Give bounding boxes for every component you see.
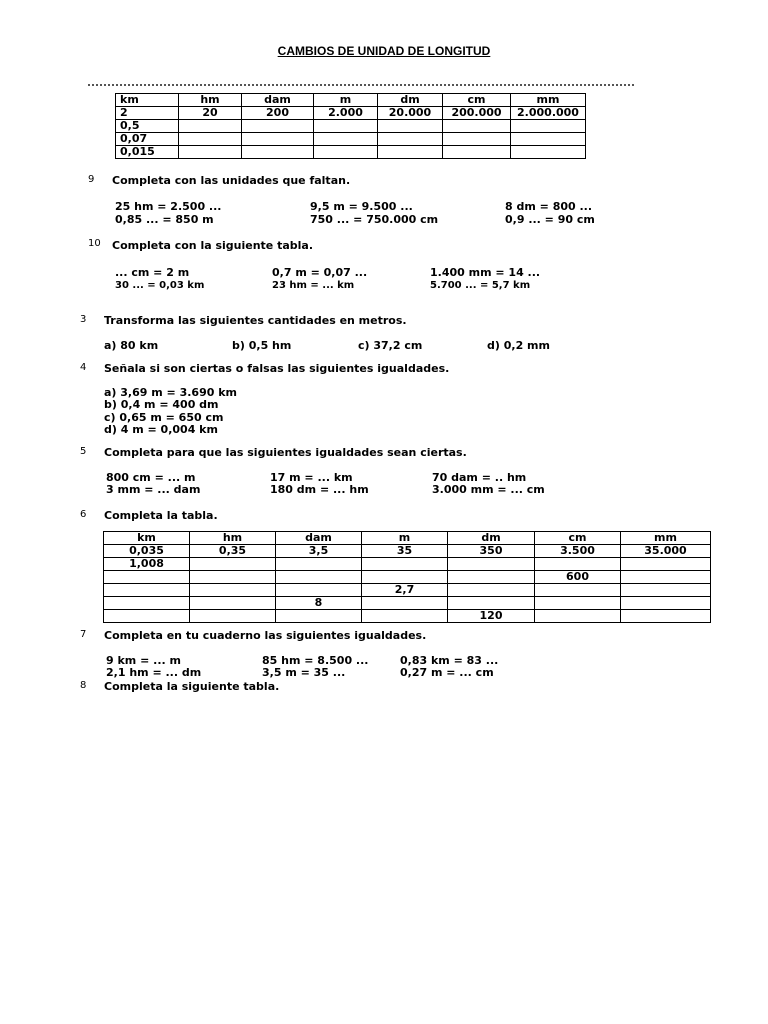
table-cell [190,610,276,623]
table-header-cell: km [104,532,190,545]
question-5-number: 5 [80,446,87,457]
question-7-instruction: Completa en tu cuaderno las siguientes igualdades. [104,629,427,642]
question-3-instruction: Transforma las siguientes cantidades en metros. [104,314,407,327]
table-header-cell: cm [535,532,621,545]
table-cell: 200 [242,107,314,120]
question-9-number: 9 [88,174,95,185]
table-header-cell: hm [179,94,242,107]
q7-item: 2,1 hm = ... dm [106,666,202,679]
q9-item: 0,85 ... = 850 m [115,213,214,226]
question-7-number: 7 [80,629,87,640]
table-cell [242,120,314,133]
table-cell [242,146,314,159]
table-header-cell: dam [276,532,362,545]
q9-item: 0,9 ... = 90 cm [505,213,595,226]
table-cell: 0,015 [116,146,179,159]
table-cell [362,597,448,610]
table-header-cell: m [362,532,448,545]
q10-item: 23 hm = ... km [272,280,355,291]
table-row [104,545,711,558]
question-6-number: 6 [80,509,87,520]
table-cell: 35 [362,545,448,558]
table-cell: 20 [179,107,242,120]
table-cell [104,584,190,597]
q3-item: c) 37,2 cm [358,339,423,352]
table-header-row [116,94,586,107]
table-row [104,597,711,610]
table-header-cell: dm [448,532,535,545]
q10-item: 0,7 m = 0,07 ... [272,266,368,279]
question-10-number: 10 [88,238,101,249]
table-cell: 0,07 [116,133,179,146]
table-cell: 2.000.000 [511,107,586,120]
q7-item: 9 km = ... m [106,654,181,667]
table-cell [314,120,378,133]
table-cell [362,558,448,571]
table-cell [104,610,190,623]
table-cell: 600 [535,571,621,584]
table-cell [621,597,711,610]
q3-item: b) 0,5 hm [232,339,292,352]
table-row [104,610,711,623]
table-cell: 2,7 [362,584,448,597]
table-cell [190,571,276,584]
table-cell [104,597,190,610]
table-cell: 20.000 [378,107,443,120]
table-cell: 35.000 [621,545,711,558]
conversion-table-1 [115,93,586,159]
table-cell [535,610,621,623]
table-header-cell: dam [242,94,314,107]
q7-item: 85 hm = 8.500 ... [262,654,369,667]
q10-item: ... cm = 2 m [115,266,190,279]
table-cell [448,597,535,610]
question-8-number: 8 [80,680,87,691]
table-cell [378,120,443,133]
table-cell [511,146,586,159]
table-cell: 2.000 [314,107,378,120]
question-8-instruction: Completa la siguiente tabla. [104,680,280,693]
table-cell [535,584,621,597]
table-cell: 3,5 [276,545,362,558]
q4-item: b) 0,4 m = 400 dm [104,398,219,411]
table-cell [621,558,711,571]
table-cell [621,571,711,584]
table-cell [179,133,242,146]
dotted-separator [88,84,634,86]
table-cell [276,571,362,584]
table-cell [443,133,511,146]
table-cell [190,558,276,571]
table-header-cell: mm [511,94,586,107]
q5-item: 180 dm = ... hm [270,483,369,496]
q9-item: 8 dm = 800 ... [505,200,593,213]
table-cell [535,597,621,610]
q9-item: 25 hm = 2.500 ... [115,200,222,213]
table-cell [443,146,511,159]
question-4-number: 4 [80,362,87,373]
table-cell [511,133,586,146]
q7-item: 0,27 m = ... cm [400,666,494,679]
table-cell: 350 [448,545,535,558]
table-cell: 120 [448,610,535,623]
table-cell [276,558,362,571]
table-cell [448,558,535,571]
table-cell [511,120,586,133]
table-cell: 3.500 [535,545,621,558]
q5-item: 3 mm = ... dam [106,483,201,496]
table-cell [535,558,621,571]
table-row [104,584,711,597]
table-cell [362,571,448,584]
table-cell [314,146,378,159]
question-9-instruction: Completa con las unidades que faltan. [112,174,351,187]
question-4-instruction: Señala si son ciertas o falsas las siguientes igualdades. [104,362,450,375]
table-cell [443,120,511,133]
table-cell [448,571,535,584]
question-3-number: 3 [80,314,87,325]
table-cell: 200.000 [443,107,511,120]
table-cell [362,610,448,623]
table-cell [242,133,314,146]
q10-item: 30 ... = 0,03 km [115,280,205,291]
q10-item: 1.400 mm = 14 ... [430,266,541,279]
q5-item: 800 cm = ... m [106,471,196,484]
table-row [104,571,711,584]
q3-item: d) 0,2 mm [487,339,550,352]
question-6-instruction: Completa la tabla. [104,509,218,522]
question-5-instruction: Completa para que las siguientes igualdades sean ciertas. [104,446,467,459]
table-header-cell: km [116,94,179,107]
table-cell [276,610,362,623]
table-header-row [104,532,711,545]
q4-item: a) 3,69 m = 3.690 km [104,386,237,399]
table-cell [621,584,711,597]
table-header-cell: mm [621,532,711,545]
table-header-cell: hm [190,532,276,545]
table-cell [104,571,190,584]
q9-item: 9,5 m = 9.500 ... [310,200,413,213]
table-row [116,146,586,159]
page-title: CAMBIOS DE UNIDAD DE LONGITUD [277,44,491,58]
table-cell [190,597,276,610]
table-cell [179,146,242,159]
table-row [104,558,711,571]
q4-item: c) 0,65 m = 650 cm [104,411,224,424]
conversion-table-2 [103,531,711,623]
q4-item: d) 4 m = 0,004 km [104,423,218,436]
table-cell: 0,035 [104,545,190,558]
q5-item: 17 m = ... km [270,471,353,484]
q7-item: 0,83 km = 83 ... [400,654,499,667]
table-cell [314,133,378,146]
table-cell [621,610,711,623]
table-cell: 8 [276,597,362,610]
table-cell [179,120,242,133]
table-header-cell: dm [378,94,443,107]
q10-item: 5.700 ... = 5,7 km [430,280,531,291]
table-cell: 2 [116,107,179,120]
q3-item: a) 80 km [104,339,159,352]
table-cell [276,584,362,597]
table-row [116,107,586,120]
table-cell: 0,35 [190,545,276,558]
question-10-instruction: Completa con la siguiente tabla. [112,239,314,252]
table-row [116,120,586,133]
q9-item: 750 ... = 750.000 cm [310,213,439,226]
q7-item: 3,5 m = 35 ... [262,666,346,679]
table-header-cell: m [314,94,378,107]
q5-item: 3.000 mm = ... cm [432,483,545,496]
q5-item: 70 dam = .. hm [432,471,527,484]
table-header-cell: cm [443,94,511,107]
table-row [116,133,586,146]
table-cell: 1,008 [104,558,190,571]
table-cell [378,146,443,159]
table-cell: 0,5 [116,120,179,133]
table-cell [448,584,535,597]
table-cell [190,584,276,597]
table-cell [378,133,443,146]
